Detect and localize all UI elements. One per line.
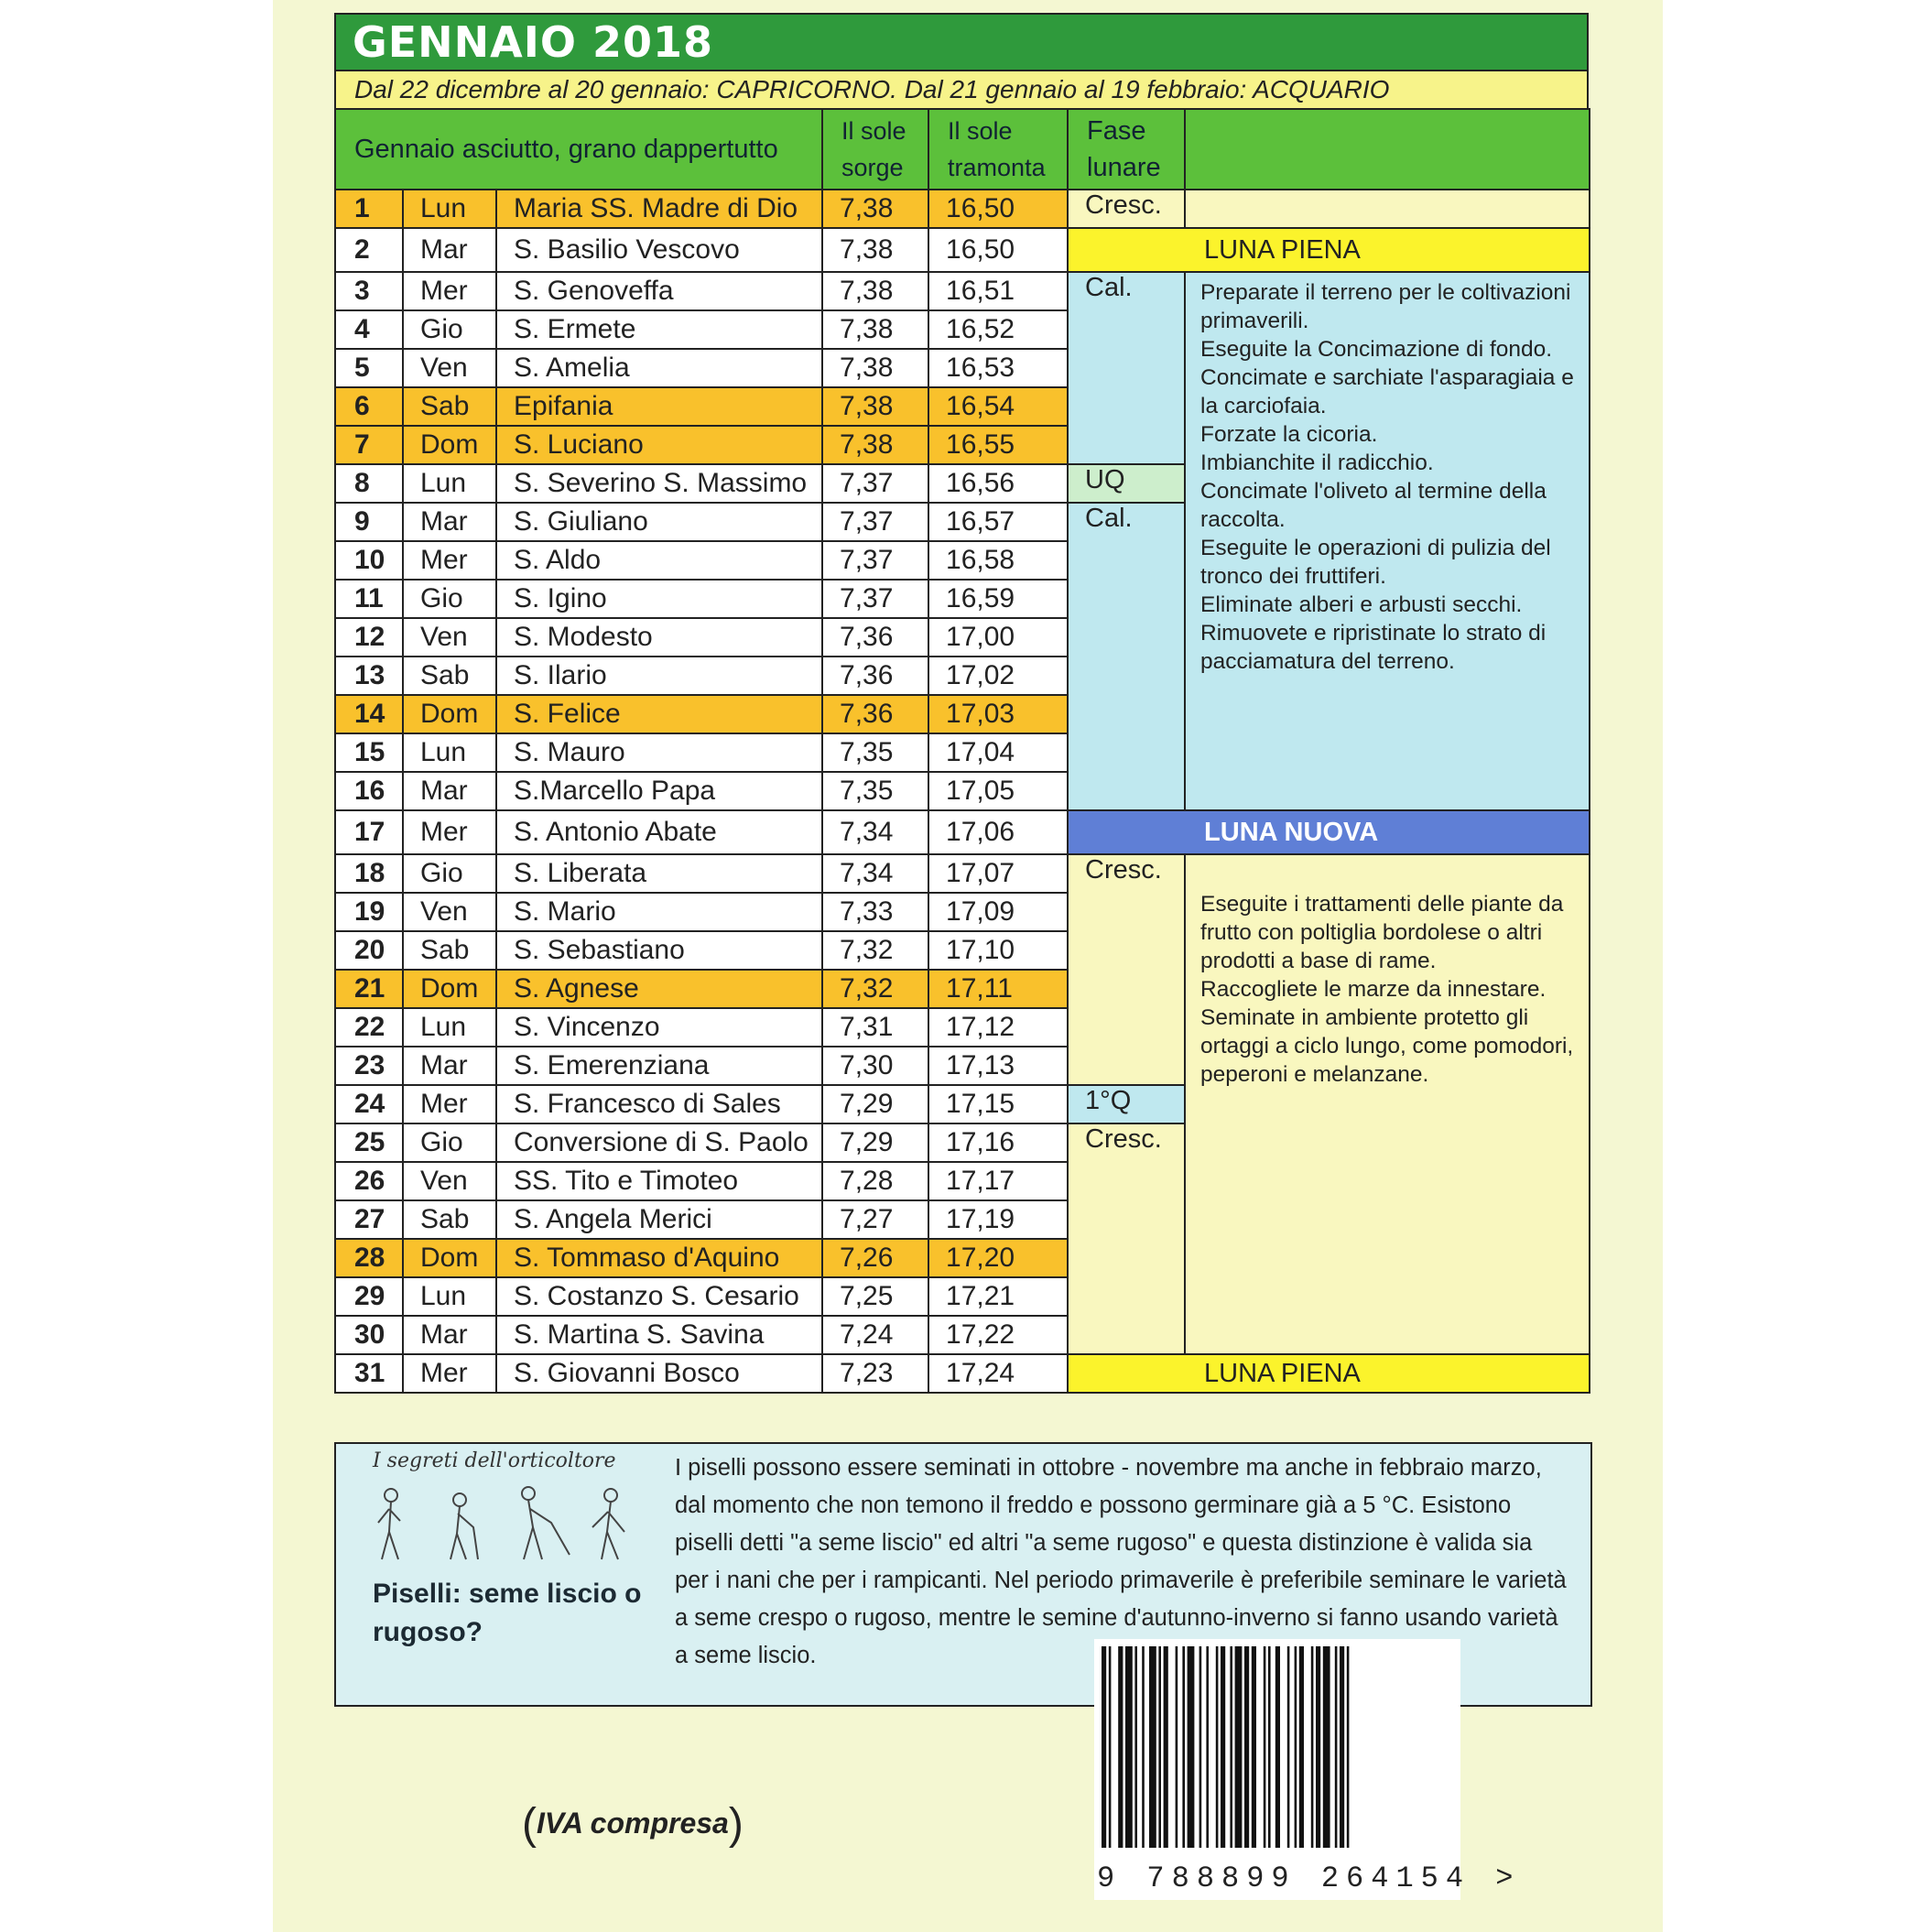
day-number: 30 — [335, 1316, 403, 1354]
sunrise-time: 7,38 — [822, 190, 928, 228]
saint-name: S. Felice — [496, 695, 822, 733]
weekday: Ven — [403, 1162, 496, 1200]
month-title: GENNAIO 2018 — [334, 13, 1589, 70]
day-number: 1 — [335, 190, 403, 228]
saint-name: S. Tommaso d'Aquino — [496, 1239, 822, 1277]
sunrise-time: 7,32 — [822, 931, 928, 970]
day-number: 19 — [335, 893, 403, 931]
saint-name: Conversione di S. Paolo — [496, 1123, 822, 1162]
day-number: 27 — [335, 1200, 403, 1239]
saint-name: S. Ermete — [496, 310, 822, 349]
note-line: Imbianchite il radicchio. — [1200, 450, 1434, 475]
saint-name: SS. Tito e Timoteo — [496, 1162, 822, 1200]
sunrise-time: 7,29 — [822, 1123, 928, 1162]
day-number: 8 — [335, 464, 403, 503]
sunrise-time: 7,38 — [822, 272, 928, 310]
saint-name: Maria SS. Madre di Dio — [496, 190, 822, 228]
saint-name: S. Severino S. Massimo — [496, 464, 822, 503]
sunset-time: 17,19 — [928, 1200, 1068, 1239]
note-line: Concimate e sarchiate l'asparagiaia e la carciofaia. — [1200, 365, 1574, 418]
day-number: 5 — [335, 349, 403, 387]
day-number: 22 — [335, 1008, 403, 1047]
saint-name: S. Mario — [496, 893, 822, 931]
sunset-time: 17,15 — [928, 1085, 1068, 1123]
saint-name: S. Igino — [496, 580, 822, 618]
note-line: Eseguite i trattamenti delle piante da frutto con poltiglia bordolese o altri prodotti a base di rame. — [1200, 892, 1564, 973]
saint-name: S. Aldo — [496, 541, 822, 580]
saint-name: S. Basilio Vescovo — [496, 228, 822, 272]
saint-name: S. Modesto — [496, 618, 822, 657]
sunset-time: 17,16 — [928, 1123, 1068, 1162]
note-line: Seminate in ambiente protetto gli ortaggi a ciclo lungo, come pomodori, peperoni e melanzane. — [1200, 1005, 1574, 1087]
sunset-time: 17,13 — [928, 1047, 1068, 1085]
saint-name: S. Antonio Abate — [496, 810, 822, 854]
moon-phase: 1°Q — [1068, 1085, 1185, 1123]
sunset-time: 17,24 — [928, 1354, 1068, 1393]
day-number: 31 — [335, 1354, 403, 1393]
day-number: 21 — [335, 970, 403, 1008]
sunrise-time: 7,25 — [822, 1277, 928, 1316]
sunrise-time: 7,37 — [822, 503, 928, 541]
weekday: Sab — [403, 387, 496, 426]
day-number: 28 — [335, 1239, 403, 1277]
saint-name: S. Sebastiano — [496, 931, 822, 970]
sunset-time: 16,50 — [928, 228, 1068, 272]
sunset-time: 16,53 — [928, 349, 1068, 387]
saint-name: S. Mauro — [496, 733, 822, 772]
sunset-time: 17,07 — [928, 854, 1068, 893]
sunrise-time: 7,34 — [822, 810, 928, 854]
day-number: 11 — [335, 580, 403, 618]
sunset-time: 16,50 — [928, 190, 1068, 228]
calendar-table — [334, 108, 1590, 1394]
sunrise-time: 7,37 — [822, 541, 928, 580]
sunrise-time: 7,29 — [822, 1085, 928, 1123]
iva-text: IVA compresa — [536, 1807, 729, 1840]
full-moon-label: LUNA PIENA — [1068, 1354, 1590, 1393]
note-line: Concimate l'oliveto al termine della raccolta. — [1200, 479, 1547, 532]
sunrise-time: 7,30 — [822, 1047, 928, 1085]
day-number: 23 — [335, 1047, 403, 1085]
moon-phase: Cresc. — [1068, 854, 1185, 1085]
weekday: Dom — [403, 970, 496, 1008]
weekday: Mer — [403, 541, 496, 580]
sunset-time: 17,04 — [928, 733, 1068, 772]
weekday: Gio — [403, 1123, 496, 1162]
saint-name: S.Marcello Papa — [496, 772, 822, 810]
sunrise-time: 7,36 — [822, 695, 928, 733]
isbn-number: 9 788899 264154 > — [1097, 1861, 1521, 1895]
day-number: 4 — [335, 310, 403, 349]
monthly-notes-first — [1185, 272, 1590, 810]
weekday: Mer — [403, 272, 496, 310]
sunset-time: 17,02 — [928, 657, 1068, 695]
note-line: Rimuovete e ripristinate lo strato di pacciamatura del terreno. — [1200, 621, 1547, 674]
sunset-time: 17,11 — [928, 970, 1068, 1008]
sunrise-time: 7,38 — [822, 387, 928, 426]
weekday: Mar — [403, 1316, 496, 1354]
sunset-time: 16,56 — [928, 464, 1068, 503]
sunrise-time: 7,26 — [822, 1239, 928, 1277]
sunset-time: 16,52 — [928, 310, 1068, 349]
sunrise-time: 7,23 — [822, 1354, 928, 1393]
sunset-time: 16,55 — [928, 426, 1068, 464]
sunrise-time: 7,38 — [822, 426, 928, 464]
saint-name: S. Emerenziana — [496, 1047, 822, 1085]
day-row — [335, 272, 1590, 310]
day-number: 15 — [335, 733, 403, 772]
day-number: 13 — [335, 657, 403, 695]
day-number: 17 — [335, 810, 403, 854]
sunrise-time: 7,24 — [822, 1316, 928, 1354]
weekday: Mar — [403, 228, 496, 272]
day-row — [335, 854, 1590, 893]
sunrise-time: 7,33 — [822, 893, 928, 931]
full-moon-label: LUNA PIENA — [1068, 228, 1590, 272]
sunrise-time: 7,37 — [822, 464, 928, 503]
saint-name: S. Francesco di Sales — [496, 1085, 822, 1123]
sunrise-time: 7,32 — [822, 970, 928, 1008]
sunset-time: 17,12 — [928, 1008, 1068, 1047]
note-line: Eseguite le operazioni di pulizia del tronco dei fruttiferi. — [1200, 536, 1551, 589]
sunset-time: 16,54 — [928, 387, 1068, 426]
day-number: 7 — [335, 426, 403, 464]
gardeners-illustration — [373, 1477, 647, 1568]
note-line: Raccogliete le marze da innestare. — [1200, 977, 1547, 1002]
weekday: Sab — [403, 931, 496, 970]
sunset-time: 17,03 — [928, 695, 1068, 733]
tip-heading: Piselli: seme liscio o rugoso? — [373, 1579, 642, 1647]
weekday: Mer — [403, 810, 496, 854]
note-line: Eliminate alberi e arbusti secchi. — [1200, 592, 1523, 617]
sunset-time: 16,59 — [928, 580, 1068, 618]
weekday: Mar — [403, 1047, 496, 1085]
tip-text: I piselli possono essere seminati in ottobre - novembre ma anche in febbraio marzo, dal momento che non temono il freddo e possono germinare già a 5 °C. Esistono piselli detti "a seme liscio" ed altri "a seme rugoso" e questa distinzione è valida sia per i nani che per i rampicanti. Nel periodo primaverile è preferibile seminare le varietà a seme crespo o rugoso, mentre le semine d'autunno-inverno si fanno usando varietà a seme liscio. — [675, 1455, 1567, 1668]
moon-phase: Cresc. — [1068, 190, 1185, 228]
day-number: 16 — [335, 772, 403, 810]
day-number: 29 — [335, 1277, 403, 1316]
sunrise-time: 7,28 — [822, 1162, 928, 1200]
calendar — [334, 13, 1589, 1394]
weekday: Dom — [403, 426, 496, 464]
weekday: Ven — [403, 893, 496, 931]
saint-name: S. Genoveffa — [496, 272, 822, 310]
day-number: 2 — [335, 228, 403, 272]
weekday: Ven — [403, 349, 496, 387]
sunset-time: 16,58 — [928, 541, 1068, 580]
day-row — [335, 228, 1590, 272]
day-number: 26 — [335, 1162, 403, 1200]
saint-name: Epifania — [496, 387, 822, 426]
weekday: Gio — [403, 310, 496, 349]
sunrise-time: 7,31 — [822, 1008, 928, 1047]
weekday: Mar — [403, 503, 496, 541]
sunrise-time: 7,27 — [822, 1200, 928, 1239]
saint-name: S. Martina S. Savina — [496, 1316, 822, 1354]
weekday: Sab — [403, 657, 496, 695]
sunset-time: 17,06 — [928, 810, 1068, 854]
sunrise-time: 7,38 — [822, 349, 928, 387]
weekday: Gio — [403, 580, 496, 618]
iva-label: (IVA compresa) — [522, 1800, 743, 1849]
sunrise-time: 7,38 — [822, 228, 928, 272]
sunrise-time: 7,35 — [822, 733, 928, 772]
weekday: Dom — [403, 695, 496, 733]
day-number: 12 — [335, 618, 403, 657]
weekday: Mer — [403, 1085, 496, 1123]
note-line: Forzate la cicoria. — [1200, 422, 1378, 447]
sunset-time: 16,57 — [928, 503, 1068, 541]
monthly-notes-second — [1185, 854, 1590, 1354]
sunset-time: 17,09 — [928, 893, 1068, 931]
saint-name: S. Giovanni Bosco — [496, 1354, 822, 1393]
sunset-time: 17,17 — [928, 1162, 1068, 1200]
moon-phase: Cresc. — [1068, 1123, 1185, 1354]
day-row — [335, 810, 1590, 854]
day-number: 6 — [335, 387, 403, 426]
day-number: 18 — [335, 854, 403, 893]
saint-name: S. Amelia — [496, 349, 822, 387]
weekday: Gio — [403, 854, 496, 893]
sunset-time: 16,51 — [928, 272, 1068, 310]
saint-name: S. Angela Merici — [496, 1200, 822, 1239]
sunrise-time: 7,35 — [822, 772, 928, 810]
table-header — [335, 109, 1590, 190]
sunrise-time: 7,34 — [822, 854, 928, 893]
weekday: Mar — [403, 772, 496, 810]
sunset-time: 17,00 — [928, 618, 1068, 657]
weekday: Lun — [403, 464, 496, 503]
moon-phase: Cal. — [1068, 503, 1185, 810]
sunrise-time: 7,38 — [822, 310, 928, 349]
day-number: 25 — [335, 1123, 403, 1162]
saint-name: S. Giuliano — [496, 503, 822, 541]
day-row — [335, 190, 1590, 228]
phase-header: Fase lunare — [1068, 109, 1185, 190]
sunset-time: 17,05 — [928, 772, 1068, 810]
weekday: Lun — [403, 1008, 496, 1047]
tip-tag: I segreti dell'orticoltore — [373, 1449, 616, 1472]
day-number: 10 — [335, 541, 403, 580]
sunrise-header: Il sole sorge — [822, 109, 928, 190]
saint-name: S. Ilario — [496, 657, 822, 695]
day-number: 20 — [335, 931, 403, 970]
day-row — [335, 1354, 1590, 1393]
saint-name: S. Agnese — [496, 970, 822, 1008]
weekday: Lun — [403, 190, 496, 228]
saint-name: S. Costanzo S. Cesario — [496, 1277, 822, 1316]
weekday: Dom — [403, 1239, 496, 1277]
sunset-time: 17,20 — [928, 1239, 1068, 1277]
day-number: 14 — [335, 695, 403, 733]
day-number: 24 — [335, 1085, 403, 1123]
sunrise-time: 7,37 — [822, 580, 928, 618]
weekday: Mer — [403, 1354, 496, 1393]
day-number: 9 — [335, 503, 403, 541]
weekday: Lun — [403, 1277, 496, 1316]
saint-name: S. Vincenzo — [496, 1008, 822, 1047]
notes-blank — [1185, 190, 1590, 228]
weekday: Lun — [403, 733, 496, 772]
notes-header — [1185, 109, 1590, 190]
note-line: Preparate il terreno per le coltivazioni primaverili. — [1200, 280, 1571, 333]
saint-name: S. Liberata — [496, 854, 822, 893]
day-number: 3 — [335, 272, 403, 310]
sunrise-time: 7,36 — [822, 657, 928, 695]
sunrise-time: 7,36 — [822, 618, 928, 657]
sunset-time: 17,22 — [928, 1316, 1068, 1354]
weekday: Ven — [403, 618, 496, 657]
weekday: Sab — [403, 1200, 496, 1239]
sunset-time: 17,10 — [928, 931, 1068, 970]
new-moon-label: LUNA NUOVA — [1068, 810, 1590, 854]
moon-phase: UQ — [1068, 464, 1185, 503]
saint-name: S. Luciano — [496, 426, 822, 464]
proverb: Gennaio asciutto, grano dappertutto — [335, 109, 822, 190]
moon-phase: Cal. — [1068, 272, 1185, 464]
sunset-header: Il sole tramonta — [928, 109, 1068, 190]
note-line: Eseguite la Concimazione di fondo. — [1200, 337, 1553, 362]
sunset-time: 17,21 — [928, 1277, 1068, 1316]
zodiac-note: Dal 22 dicembre al 20 gennaio: CAPRICORNO. Dal 21 gennaio al 19 febbraio: ACQUARIO — [334, 70, 1589, 108]
